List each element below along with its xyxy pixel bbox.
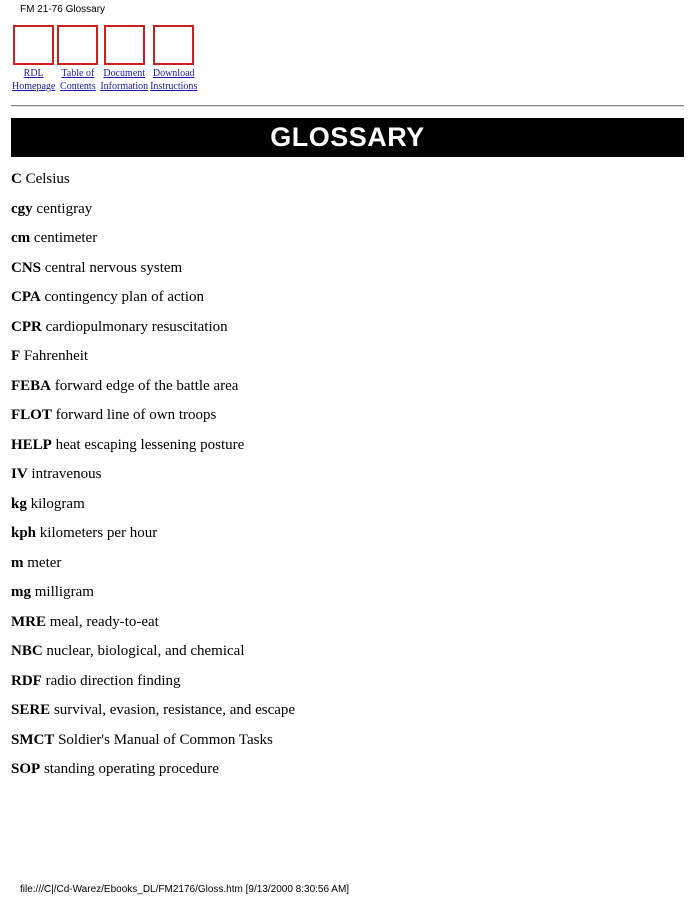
glossary-term: FEBA — [11, 377, 52, 394]
glossary-entry — [11, 346, 295, 376]
glossary-definition: contingency plan of action — [44, 289, 204, 305]
table-of-contents-icon — [57, 25, 98, 65]
glossary-term: F — [11, 348, 21, 364]
nav-table-of-contents-link[interactable] — [57, 25, 98, 93]
glossary-term: mg — [11, 584, 31, 600]
glossary-definition: meal, ready-to-eat — [49, 613, 159, 630]
glossary-entry — [11, 287, 295, 317]
glossary-definition: kilogram — [30, 495, 85, 512]
glossary-entry — [11, 464, 295, 494]
page-title: GLOSSARY — [270, 122, 425, 152]
glossary-list — [11, 169, 295, 789]
glossary-term: kg — [11, 495, 27, 512]
glossary-term: SOP — [11, 761, 41, 777]
glossary-definition: standing operating procedure — [43, 761, 219, 777]
glossary-definition: centimeter — [33, 230, 98, 246]
glossary-term: MRE — [11, 613, 46, 630]
rdl-homepage-icon — [13, 25, 54, 65]
document-header-title: FM 21-76 Glossary — [20, 4, 106, 15]
glossary-entry — [11, 523, 295, 553]
glossary-definition: kilometers per hour — [39, 525, 158, 541]
glossary-entry — [11, 199, 295, 229]
glossary-definition: survival, evasion, resistance, and escape — [53, 702, 296, 718]
download-instructions-icon — [153, 25, 194, 65]
glossary-term: FLOT — [11, 407, 52, 423]
glossary-definition: intravenous — [31, 466, 102, 482]
glossary-definition: central nervous system — [44, 259, 183, 276]
glossary-term: IV — [11, 466, 28, 482]
navigation-bar — [12, 25, 197, 93]
glossary-entry — [11, 612, 295, 642]
glossary-term: CPA — [11, 289, 41, 305]
glossary-definition: meter — [27, 554, 62, 571]
glossary-entry — [11, 258, 295, 288]
glossary-entry — [11, 553, 295, 583]
glossary-definition: heat escaping lessening posture — [55, 436, 245, 453]
glossary-term: cgy — [11, 200, 33, 217]
glossary-term: kph — [11, 525, 37, 541]
glossary-definition: cardiopulmonary resuscitation — [45, 318, 228, 335]
glossary-definition: Fahrenheit — [23, 348, 89, 364]
glossary-entry — [11, 435, 295, 465]
glossary-definition: forward line of own troops — [55, 407, 217, 423]
glossary-term: RDF — [11, 672, 42, 689]
glossary-term: SERE — [11, 702, 51, 718]
glossary-entry — [11, 700, 295, 730]
glossary-entry — [11, 405, 295, 435]
glossary-definition: Celsius — [25, 171, 70, 187]
glossary-entry — [11, 641, 295, 671]
glossary-definition: radio direction finding — [45, 672, 181, 689]
glossary-definition: nuclear, biological, and chemical — [46, 643, 245, 659]
glossary-term: C — [11, 171, 22, 187]
nav-document-information-label: Document Information — [100, 68, 149, 92]
horizontal-divider — [11, 105, 684, 107]
glossary-definition: forward edge of the battle area — [54, 377, 239, 394]
glossary-definition: Soldier's Manual of Common Tasks — [58, 731, 273, 748]
glossary-entry — [11, 169, 295, 199]
nav-download-instructions-link[interactable] — [150, 25, 197, 93]
glossary-term: CNS — [11, 259, 42, 276]
glossary-term: NBC — [11, 643, 43, 659]
nav-rdl-homepage-link[interactable] — [12, 25, 55, 93]
title-banner — [11, 118, 684, 157]
document-information-icon — [104, 25, 145, 65]
glossary-entry — [11, 759, 295, 789]
nav-document-information-link[interactable] — [100, 25, 148, 93]
glossary-definition: milligram — [34, 584, 94, 600]
nav-table-of-contents-label: Table of Contents — [60, 68, 96, 92]
glossary-definition: centigray — [36, 200, 93, 217]
glossary-entry — [11, 671, 295, 701]
glossary-entry — [11, 317, 295, 347]
glossary-entry — [11, 376, 295, 406]
glossary-term: cm — [11, 230, 31, 246]
nav-download-instructions-label: Download Instructions — [150, 68, 198, 92]
file-path-footer: file:///C|/Cd-Warez/Ebooks_DL/FM2176/Gloss.htm [9/13/2000 8:30:56 AM] — [20, 884, 350, 895]
glossary-term: m — [11, 554, 24, 571]
glossary-term: SMCT — [11, 731, 55, 748]
nav-rdl-homepage-label: RDL Homepage — [12, 68, 56, 92]
glossary-entry — [11, 730, 295, 760]
glossary-term: HELP — [11, 436, 52, 453]
glossary-entry — [11, 582, 295, 612]
glossary-entry — [11, 228, 295, 258]
glossary-term: CPR — [11, 318, 42, 335]
glossary-entry — [11, 494, 295, 524]
